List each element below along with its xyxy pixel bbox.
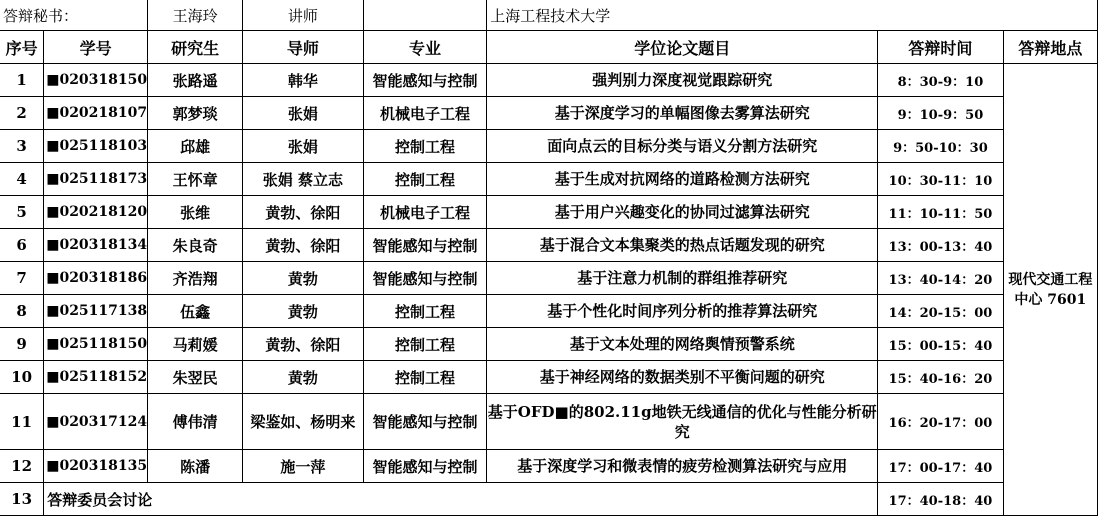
advisor-name: 张娟 蔡立志 <box>243 163 364 196</box>
advisor-name: 施一萍 <box>243 450 364 483</box>
defense-time: 13：00-13：40 <box>878 229 1004 262</box>
row-number: 13 <box>0 483 44 516</box>
student-id: ■025118103 <box>44 130 148 163</box>
thesis-title: 基于深度学习的单幅图像去雾算法研究 <box>487 97 878 130</box>
table-row <box>0 361 1098 394</box>
student-id: ■020318150 <box>44 64 148 97</box>
advisor-name: 韩华 <box>243 64 364 97</box>
secretary-name: 王海玲 <box>148 0 243 31</box>
advisor-name: 黄勃 <box>243 361 364 394</box>
student-id: ■025118152 <box>44 361 148 394</box>
committee-discussion-label: 答辩委员会讨论 <box>44 483 878 516</box>
thesis-title: 基于生成对抗网络的道路检测方法研究 <box>487 163 878 196</box>
major: 控制工程 <box>363 130 487 163</box>
thesis-title: 基于文本处理的网络舆情预警系统 <box>487 328 878 361</box>
student-id: ■020218120 <box>44 196 148 229</box>
row-number: 10 <box>0 361 44 394</box>
table-row <box>0 97 1098 130</box>
student-name: 郭梦琰 <box>148 97 243 130</box>
defense-venue: 现代交通工程中心 7601 <box>1003 64 1097 516</box>
defense-time: 10：30-11：10 <box>878 163 1004 196</box>
student-id: ■025118150 <box>44 328 148 361</box>
header-major: 专业 <box>363 31 487 64</box>
defense-time: 15：40-16：20 <box>878 361 1004 394</box>
header-thesis: 学位论文题目 <box>487 31 878 64</box>
table-row <box>0 163 1098 196</box>
advisor-name: 黄勃、徐阳 <box>243 196 364 229</box>
defense-time: 16：20-17：00 <box>878 394 1004 450</box>
thesis-title: 基于混合文本集聚类的热点话题发现的研究 <box>487 229 878 262</box>
table-row <box>0 64 1098 97</box>
advisor-name: 梁鉴如、杨明来 <box>243 394 364 450</box>
row-number: 1 <box>0 64 44 97</box>
advisor-name: 黄勃 <box>243 295 364 328</box>
row-number: 12 <box>0 450 44 483</box>
student-name: 张路遥 <box>148 64 243 97</box>
secretary-label: 答辩秘书： <box>0 0 148 31</box>
advisor-name: 黄勃 <box>243 262 364 295</box>
student-name: 王怀章 <box>148 163 243 196</box>
student-id: ■020218107 <box>44 97 148 130</box>
major: 智能感知与控制 <box>363 262 487 295</box>
thesis-title: 基于注意力机制的群组推荐研究 <box>487 262 878 295</box>
row-number: 5 <box>0 196 44 229</box>
student-id: ■020317124 <box>44 394 148 450</box>
major: 控制工程 <box>363 163 487 196</box>
defense-time: 17：40-18：40 <box>878 483 1004 516</box>
defense-time: 14：20-15：00 <box>878 295 1004 328</box>
row-number: 6 <box>0 229 44 262</box>
row-number: 11 <box>0 394 44 450</box>
defense-time: 9：10-9：50 <box>878 97 1004 130</box>
major: 控制工程 <box>363 295 487 328</box>
student-id: ■020318186 <box>44 262 148 295</box>
student-name: 邱雄 <box>148 130 243 163</box>
committee-discussion-row <box>0 483 1098 516</box>
student-name: 伍鑫 <box>148 295 243 328</box>
advisor-name: 张娟 <box>243 130 364 163</box>
secretary-title: 讲师 <box>243 0 364 31</box>
student-id: ■025118173 <box>44 163 148 196</box>
major: 控制工程 <box>363 361 487 394</box>
row-number: 2 <box>0 97 44 130</box>
student-name: 马莉媛 <box>148 328 243 361</box>
row-number: 8 <box>0 295 44 328</box>
major: 智能感知与控制 <box>363 64 487 97</box>
major: 智能感知与控制 <box>363 229 487 262</box>
thesis-title: 基于深度学习和微表情的疲劳检测算法研究与应用 <box>487 450 878 483</box>
header-student-id: 学号 <box>44 31 148 64</box>
thesis-title: 基于神经网络的数据类别不平衡问题的研究 <box>487 361 878 394</box>
header-student: 研究生 <box>148 31 243 64</box>
header-venue: 答辩地点 <box>1003 31 1097 64</box>
student-name: 张维 <box>148 196 243 229</box>
major: 机械电子工程 <box>363 97 487 130</box>
table-row <box>0 295 1098 328</box>
student-name: 傅伟清 <box>148 394 243 450</box>
advisor-name: 黄勃、徐阳 <box>243 229 364 262</box>
header-no: 序号 <box>0 31 44 64</box>
thesis-title: 基于用户兴趣变化的协同过滤算法研究 <box>487 196 878 229</box>
major: 控制工程 <box>363 328 487 361</box>
defense-time: 13：40-14：20 <box>878 262 1004 295</box>
defense-time: 8：30-9：10 <box>878 64 1004 97</box>
row-number: 4 <box>0 163 44 196</box>
student-name: 齐浩翔 <box>148 262 243 295</box>
row-number: 9 <box>0 328 44 361</box>
major: 机械电子工程 <box>363 196 487 229</box>
blank-cell <box>363 0 487 31</box>
table-row <box>0 450 1098 483</box>
table-row <box>0 229 1098 262</box>
header-advisor: 导师 <box>243 31 364 64</box>
thesis-title: 基于OFD■的802.11g地铁无线通信的优化与性能分析研究 <box>487 394 878 450</box>
student-id: ■020318134 <box>44 229 148 262</box>
university-name: 上海工程技术大学 <box>487 0 1098 31</box>
student-id: ■025117138 <box>44 295 148 328</box>
defense-time: 17：00-17：40 <box>878 450 1004 483</box>
row-number: 3 <box>0 130 44 163</box>
student-id: ■020318135 <box>44 450 148 483</box>
student-name: 朱良奇 <box>148 229 243 262</box>
thesis-title: 基于个性化时间序列分析的推荐算法研究 <box>487 295 878 328</box>
advisor-name: 黄勃、徐阳 <box>243 328 364 361</box>
major: 智能感知与控制 <box>363 450 487 483</box>
advisor-name: 张娟 <box>243 97 364 130</box>
student-name: 陈潘 <box>148 450 243 483</box>
secretary-row <box>0 0 1098 31</box>
table-row <box>0 394 1098 450</box>
table-row <box>0 196 1098 229</box>
student-name: 朱翌民 <box>148 361 243 394</box>
header-row <box>0 31 1098 64</box>
row-number: 7 <box>0 262 44 295</box>
thesis-title: 面向点云的目标分类与语义分割方法研究 <box>487 130 878 163</box>
major: 智能感知与控制 <box>363 394 487 450</box>
table-row <box>0 262 1098 295</box>
defense-time: 11：10-11：50 <box>878 196 1004 229</box>
table-row <box>0 328 1098 361</box>
header-time: 答辩时间 <box>878 31 1004 64</box>
table-row <box>0 130 1098 163</box>
defense-time: 15：00-15：40 <box>878 328 1004 361</box>
defense-time: 9：50-10：30 <box>878 130 1004 163</box>
thesis-title: 强判别力深度视觉跟踪研究 <box>487 64 878 97</box>
